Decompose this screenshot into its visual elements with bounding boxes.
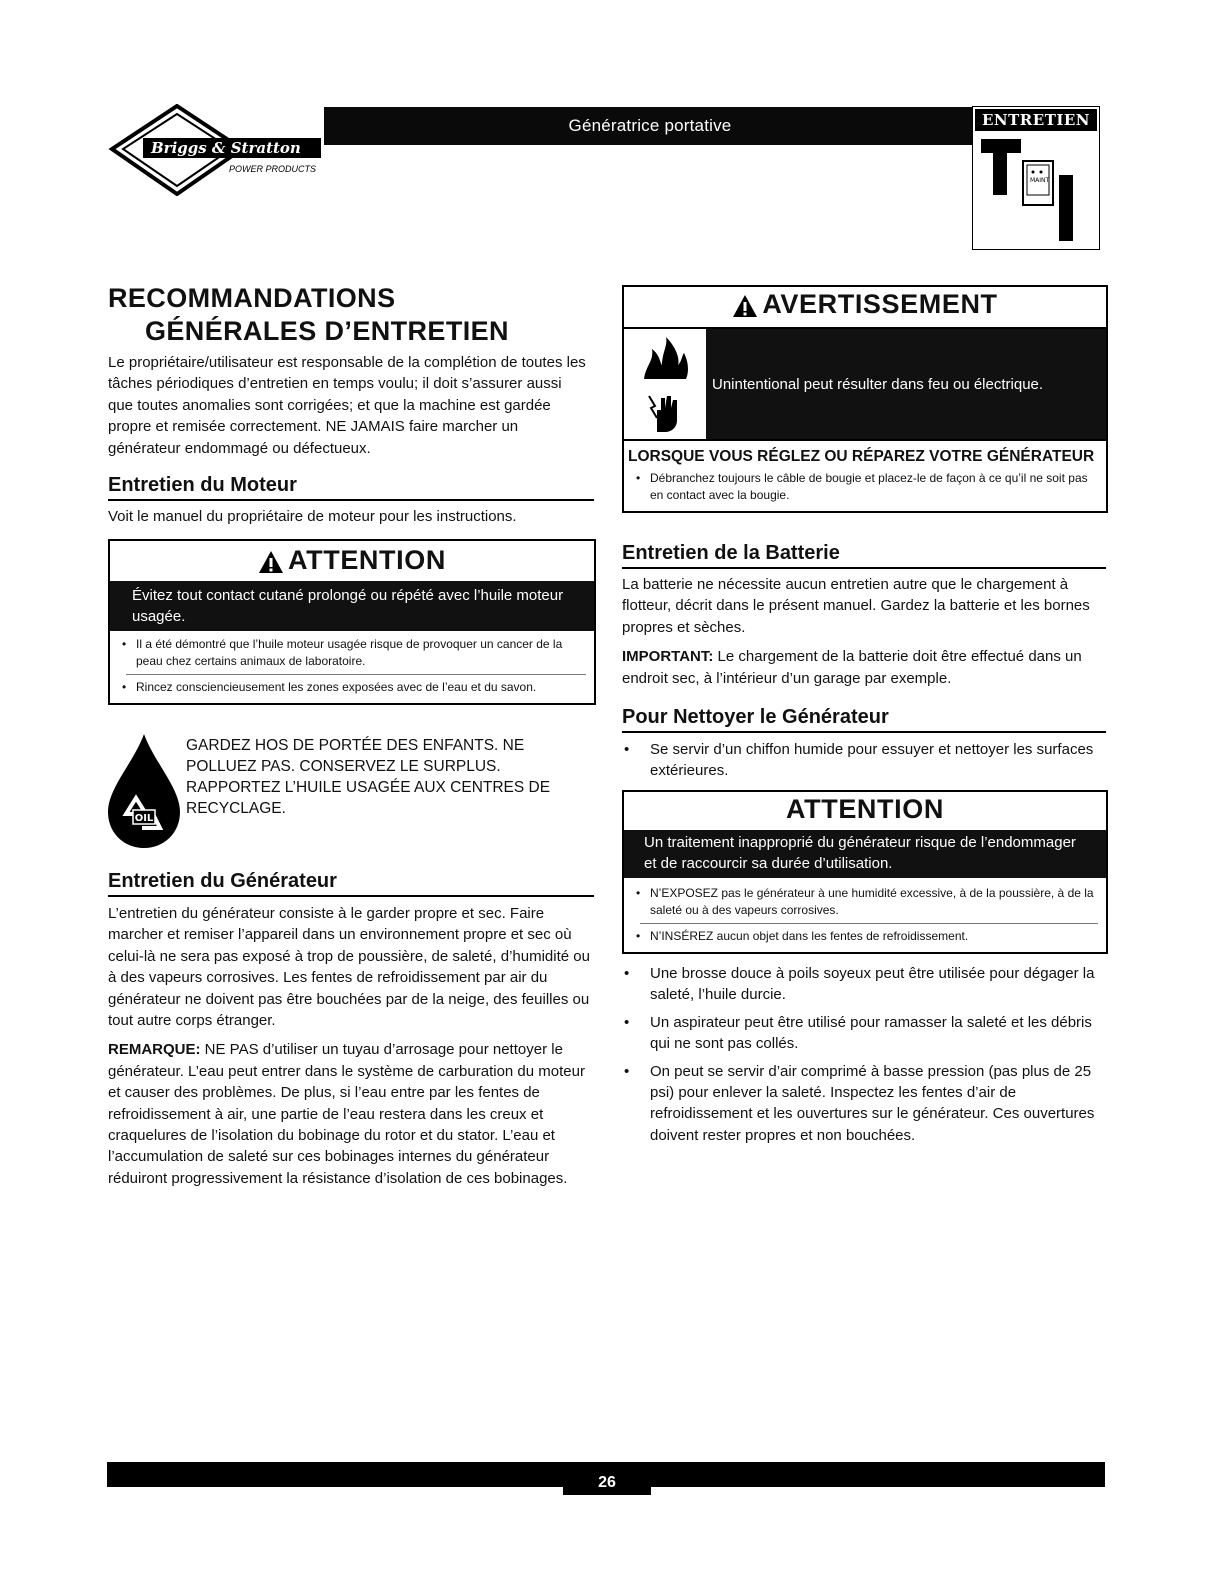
generator-note-label: REMARQUE:	[108, 1041, 201, 1059]
page-title-line2: GÉNÉRALES D’ENTRETIEN	[145, 316, 509, 346]
battery-important	[622, 646, 1106, 689]
intro-paragraph: Le propriétaire/utilisateur est responsable de la complétion de toutes les tâches périodiques d’entretien en temps voulu; il doit s’assurer aussi que toutes anomalies sont corrigées; et que la machine est gardée propre et remisée correctement. NE JAMAIS faire marcher un générateur endommagé ou défectueux.	[108, 354, 586, 457]
battery-important-text: Le chargement de la batterie doit être effectué dans un endroit sec, à l’intérieur d’un garage par exemple.	[622, 648, 1082, 687]
brand-subtitle: POWER PRODUCTS	[229, 164, 317, 174]
cleaning-heading: Pour Nettoyer le Générateur	[622, 706, 1106, 733]
warning-triangle-icon	[258, 550, 284, 574]
generator-text: L’entretien du générateur consiste à le garder propre et sec. Faire marcher et remiser l’appareil dans un environnement propre et sec où celui-là ne sera pas exposé à trop de poussière, de saleté, d’humidité ou à des vapeurs corrosives. Les fentes de refroidissement par air du générateur ne doivent pas être bouchées par de la neige, des feuilles ou tout autre corps étranger.	[108, 905, 590, 1030]
warning-triangle-icon	[732, 294, 758, 318]
cleaning-bullet: • Se servir d’un chiffon humide pour essuyer et nettoyer les surfaces extérieures.	[622, 739, 1106, 782]
recycle-text: GARDEZ HOS DE PORTÉE DES ENFANTS. NE POLLUEZ PAS. CONSERVEZ LE SURPLUS. RAPPORTEZ L’HUILE USAGÉE AUX CENTRES DE RECYCLAGE.	[186, 737, 551, 817]
attention-title-oil: ATTENTION	[288, 545, 446, 575]
warning-subheading: LORSQUE VOUS RÉGLEZ OU RÉPAREZ VOTRE GÉNÉRATEUR	[628, 448, 1095, 465]
section-badge	[972, 106, 1100, 250]
oil-icon-label: OIL	[134, 813, 154, 824]
attention-message-oil: Évitez tout contact cutané prolongé ou répété avec l’huile moteur usagée.	[110, 581, 594, 631]
attention-box-generator	[622, 790, 1108, 954]
generator-heading: Entretien du Générateur	[108, 870, 594, 897]
fire-hazard-icon	[640, 335, 690, 381]
generator-note-text: NE PAS d’utiliser un tuyau d’arrosage pour nettoyer le générateur. L’eau peut entrer dans le système de carburation du moteur et causer des problèmes. De plus, si l’eau entre par les fentes de refroidissement à air, une partie de l’eau restera dans les creux et craquelures de l’isolation du bobinage du rotor et du stator. L’eau et l’accumulation de saleté sur ces bobinages internes du générateur réduiront progressivement la résistance d’isolation de ces bobinages.	[108, 1041, 585, 1187]
page-title-line1: RECOMMANDATIONS	[108, 283, 396, 313]
tip-item: • Une brosse douce à poils soyeux peut être utilisée pour dégager la saleté, l’huile durcie.	[622, 963, 1106, 1006]
warning-message: Unintentional peut résulter dans feu ou électrique.	[706, 329, 1106, 439]
oil-recycle-icon	[106, 732, 182, 850]
page-number: 26	[563, 1468, 651, 1495]
attention-bullet-oil-2: • Rincez consciencieusement les zones exposées avec de l’eau et du savon.	[126, 674, 586, 700]
warning-title: AVERTISSEMENT	[762, 289, 998, 319]
attention-title-generator: ATTENTION	[786, 794, 944, 824]
tip-item: • On peut se servir d’air comprimé à basse pression (pas plus de 25 psi) pour enlever la saleté. Inspectez les fentes d’air de refroidissement et les ouvertures sur le générateur. Ces ouvertures doivent rester propres et non bouchées.	[622, 1061, 1106, 1147]
attention-bullet-oil-1: • Il a été démontré que l’huile moteur usagée risque de provoquer un cancer de la peau chez certains animaux de laboratoire.	[126, 636, 586, 674]
electric-shock-icon	[647, 392, 683, 434]
engine-heading: Entretien du Moteur	[108, 474, 594, 501]
attention-box-oil	[108, 539, 596, 705]
header-title: Génératrice portative	[324, 107, 976, 145]
section-label: ENTRETIEN	[975, 109, 1097, 131]
warning-bullet: • Débranchez toujours le câble de bougie et placez-le de façon à ce qu’il ne soit pas en contact avec la bougie.	[640, 470, 1098, 508]
brand-name: Briggs & Stratton	[151, 139, 301, 157]
maintenance-icon	[979, 135, 1091, 245]
engine-text: Voit le manuel du propriétaire de moteur pour les instructions.	[108, 508, 517, 525]
brand-logo	[107, 104, 327, 196]
attention-bullet-generator-2: • N’INSÉREZ aucun objet dans les fentes de refroidissement.	[640, 923, 1098, 949]
generator-note	[108, 1039, 594, 1189]
battery-heading: Entretien de la Batterie	[622, 542, 1106, 569]
page-title	[108, 282, 509, 348]
battery-important-label: IMPORTANT:	[622, 648, 714, 666]
battery-text: La batterie ne nécessite aucun entretien autre que le chargement à flotteur, décrit dans le présent manuel. Gardez la batterie et les bornes propres et sèches.	[622, 576, 1090, 636]
warning-box-fire	[622, 285, 1108, 513]
tip-item: • Un aspirateur peut être utilisé pour ramasser la saleté et les débris qui ne sont pas collés.	[622, 1012, 1106, 1055]
attention-message-generator: Un traitement inapproprié du générateur risque de l’endommager et de raccourcir sa durée d’utilisation.	[624, 830, 1106, 878]
maintenance-icon-text: MAINT	[1030, 177, 1050, 184]
attention-bullet-generator-1: • N’EXPOSEZ pas le générateur à une humidité excessive, à de la poussière, à de la saleté ou à des vapeurs corrosives.	[640, 885, 1098, 923]
